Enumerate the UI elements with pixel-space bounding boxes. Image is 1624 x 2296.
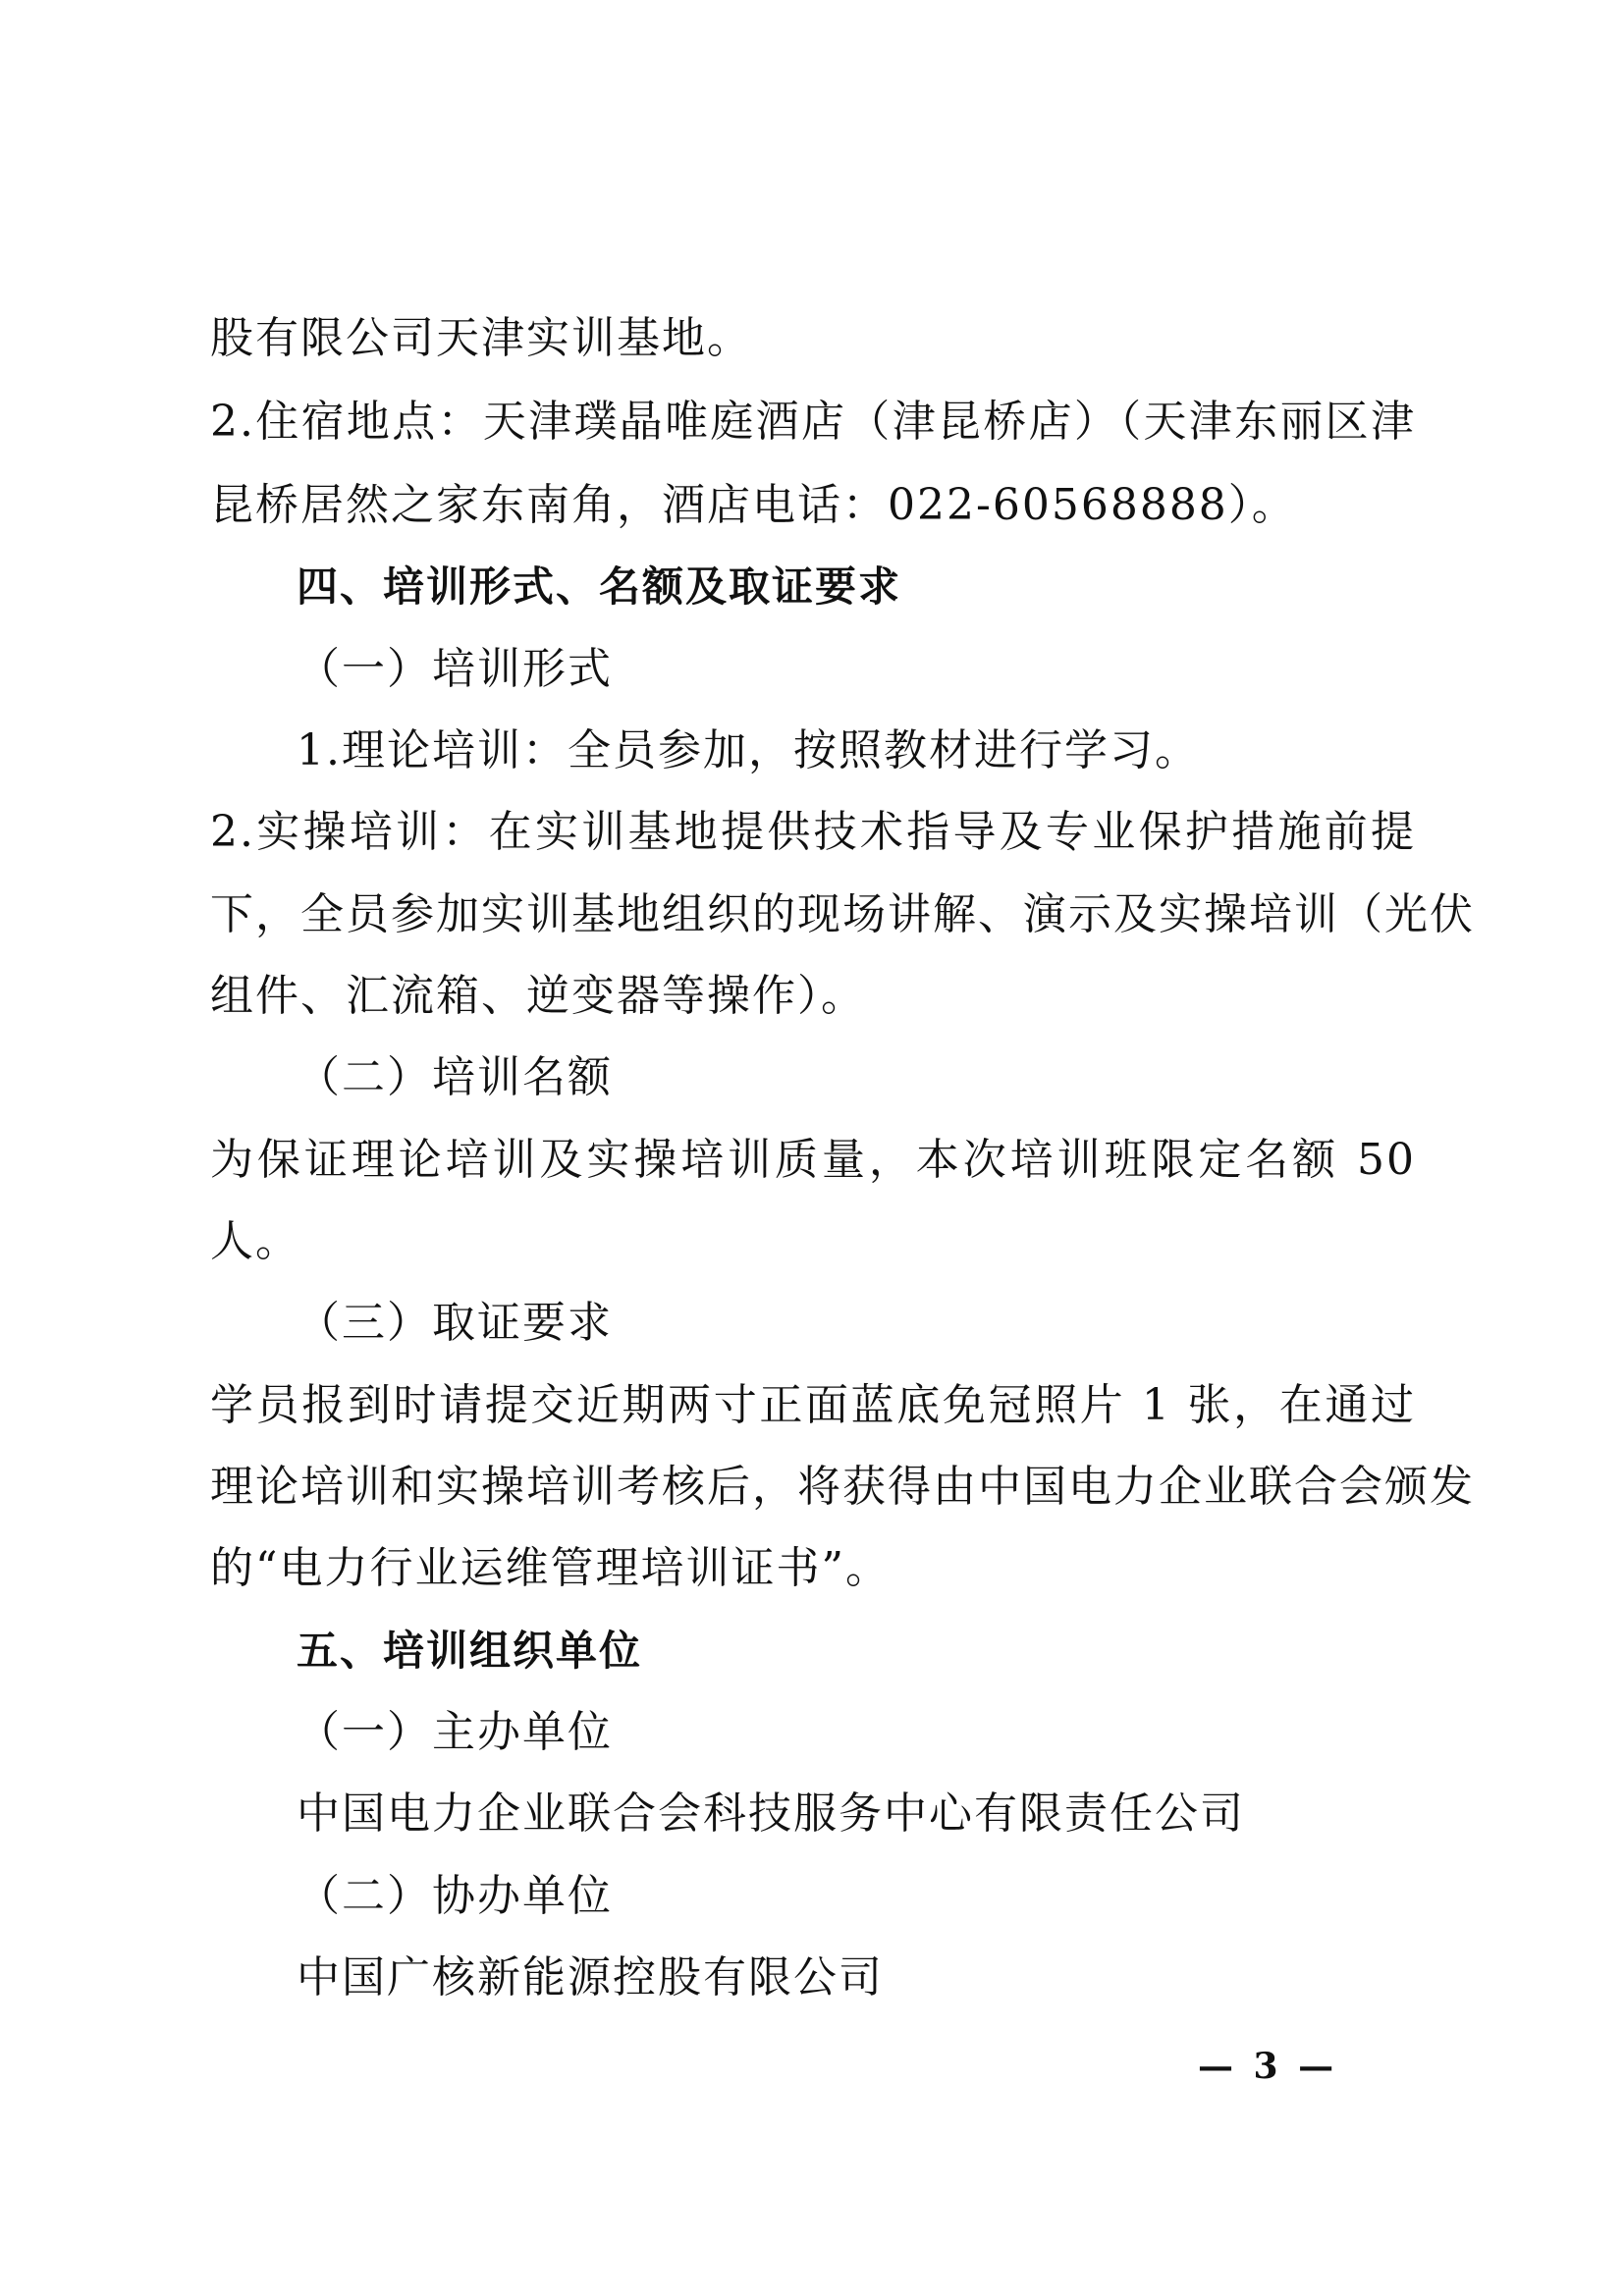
text-line: 1.理论培训：全员参加，按照教材进行学习。 xyxy=(297,725,1200,775)
subsection-heading: （一）主办单位 xyxy=(297,1707,613,1757)
text-line: 的“电力行业运维管理培训证书”。 xyxy=(210,1543,891,1593)
subsection-heading: （二）培训名额 xyxy=(297,1052,613,1102)
subsection-heading: （二）协办单位 xyxy=(297,1871,613,1921)
text-line: 中国电力企业联合会科技服务中心有限责任公司 xyxy=(297,1789,1245,1839)
section-heading: 五、培训组织单位 xyxy=(297,1627,643,1675)
text-line: 为保证理论培训及实操培训质量，本次培训班限定名额 50 xyxy=(210,1135,1416,1185)
page-number: — 3 — xyxy=(1198,2046,1338,2087)
section-heading: 四、培训形式、名额及取证要求 xyxy=(297,562,902,611)
text-line: 下，全员参加实训基地组织的现场讲解、演示及实操培训（光伏 xyxy=(210,889,1475,939)
text-line: 股有限公司天津实训基地。 xyxy=(210,313,752,363)
subsection-heading: （一）培训形式 xyxy=(297,644,613,694)
text-line: 理论培训和实操培训考核后，将获得由中国电力企业联合会颁发 xyxy=(210,1462,1475,1512)
text-line: 昆桥居然之家东南角，酒店电话：022-60568888）。 xyxy=(210,480,1297,530)
text-line: 2.实操培训：在实训基地提供技术指导及专业保护措施前提 xyxy=(210,807,1416,857)
text-line: 人。 xyxy=(210,1216,300,1266)
text-line: 2.住宿地点：天津璞晶唯庭酒店（津昆桥店）（天津东丽区津 xyxy=(210,397,1416,447)
text-line: 组件、汇流箱、逆变器等操作）。 xyxy=(210,971,866,1021)
text-line: 学员报到时请提交近期两寸正面蓝底免冠照片 1 张，在通过 xyxy=(210,1380,1416,1430)
subsection-heading: （三）取证要求 xyxy=(297,1298,613,1348)
text-line: 中国广核新能源控股有限公司 xyxy=(297,1952,884,2002)
